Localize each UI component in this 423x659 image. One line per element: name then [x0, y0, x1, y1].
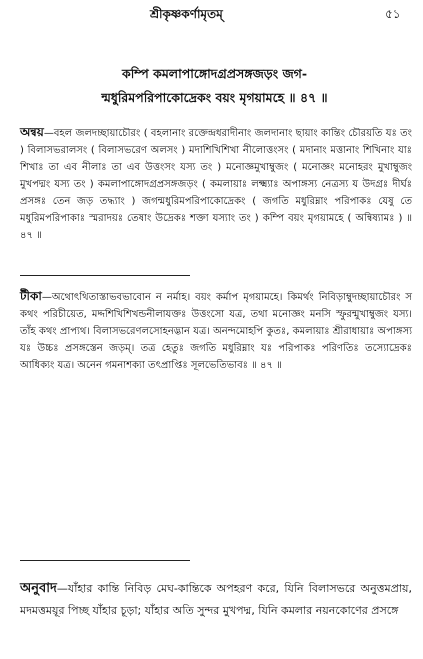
anvaya-text: —বহল জলদচ্ছায়াচৌরং ( বহলানাং রক্তেন্দ্রধরাদীনাং জলদানাং ছায়াং কান্তিং চৌরয়তি যঃ তং ) বিলাসভরালসং ( বিলাসভরেণ অলসং ) মদাশিখিশিখা নীলোত্তংসং ( মদানাং মত্তানাং শিখিনাং যাঃ শিখাঃ তা এব নীলাঃ তা এব উত্তংসং যস্য তং ) মনোজ্ঞমুখাম্বুজং ( মনোজ্ঞং মনোহরং মুখাম্বুজং মুখপদ্মং যস্য তং ) কমলাপাঙ্গোদগ্রপ্রসঙ্গজড়ং ( কমলায়াঃ লক্ষ্ম্যাঃ অপাঙ্গস্য নেত্রস্য য উদগ্রঃ দীর্ঘঃ প্রসঙ্গঃ তেন জড় তদ্ধ্যাং ) জগন্মধুরিমপরিপাকোদ্রেকং ( জগতি মধুরিম্নাং পরিপাকঃ যেষু তে মধুরিমপরিপাকাঃ স্মরাদয়ঃ তেষাং উদ্রেকঃ শক্তা যস্যাং তং ) কম্পি বয়ং মৃগয়ামহে ( অন্বিষ্যামঃ ) ॥ ৪৭ ॥ — [20, 128, 412, 241]
verse-line-2: ন্মধুরিমপরিপাকোদ্রেকং বয়ং মৃগয়ামহে ॥ ৪৭ ॥ — [101, 90, 328, 105]
verse-line-1: কম্পি কমলাপাঙ্গোদগ্রপ্রসঙ্গজড়ং জগ- — [121, 66, 308, 81]
anubad-heading: অনুবাদ — [20, 581, 57, 596]
anvaya-section — [20, 124, 412, 244]
anvaya-heading: অন্বয় — [20, 125, 44, 139]
section-divider — [20, 275, 190, 276]
tika-heading: টীকা — [20, 289, 42, 303]
anubad-section — [20, 578, 412, 622]
section-divider — [20, 560, 190, 561]
page-number: ৫১ — [385, 7, 401, 21]
running-header-title: শ্রীকৃষ্ণকর্ণামৃতম্ — [150, 7, 223, 21]
tika-section — [20, 288, 412, 374]
tika-text: —অথোৎথিতাস্তাভবভাবোন ন নর্মাহ। বয়ং কর্মাপ মৃগয়ামহে। কিমর্থং নিবিড়াম্বুদচ্ছায়াচৌরং স কথং পরিচীয়েত, মদ্দশিখিশিখন্ডনীলাযক্তঃ উত্তংসো যত্র, তথা মনোজ্ঞং মনসি স্ফুরন্মুখাম্বুজং যস্য। তাঁহ কথং প্রাপ্যথ। বিলাসভরেণলসোহনদ্ভান যত্র। অনন্দমোহপি কুতঃ, কমলায়াঃ শ্রীরাধায়াঃ অপাঙ্গস্য যঃ উচ্চঃ প্রসঙ্গস্তেন জড়ম্। তত্র হেতুঃ জগতি মধুরিম্নাং যঃ পরিপাকঃ পরিণতিঃ তস্যোদ্রেকঃ আধিক্যং যত্র। অনেন গমনাশক্যা তৎপ্রাপ্তিঃ সূলভেতিভাবঃ ॥ ৪৭ ॥ — [20, 292, 412, 371]
anubad-text: —যাঁহার কান্তি নিবিড় মেঘ-কান্তিকে অপহরণ করে, যিনি বিলাসভরে অনুত্তমপ্রায়, মদমত্তময়ূর পিচ্ছ যাঁহার চূড়া; যাঁহার অতি সুন্দর মুখপদ্ম, যিনি কমলার নয়নকোণের প্রসঙ্গে — [20, 582, 412, 617]
